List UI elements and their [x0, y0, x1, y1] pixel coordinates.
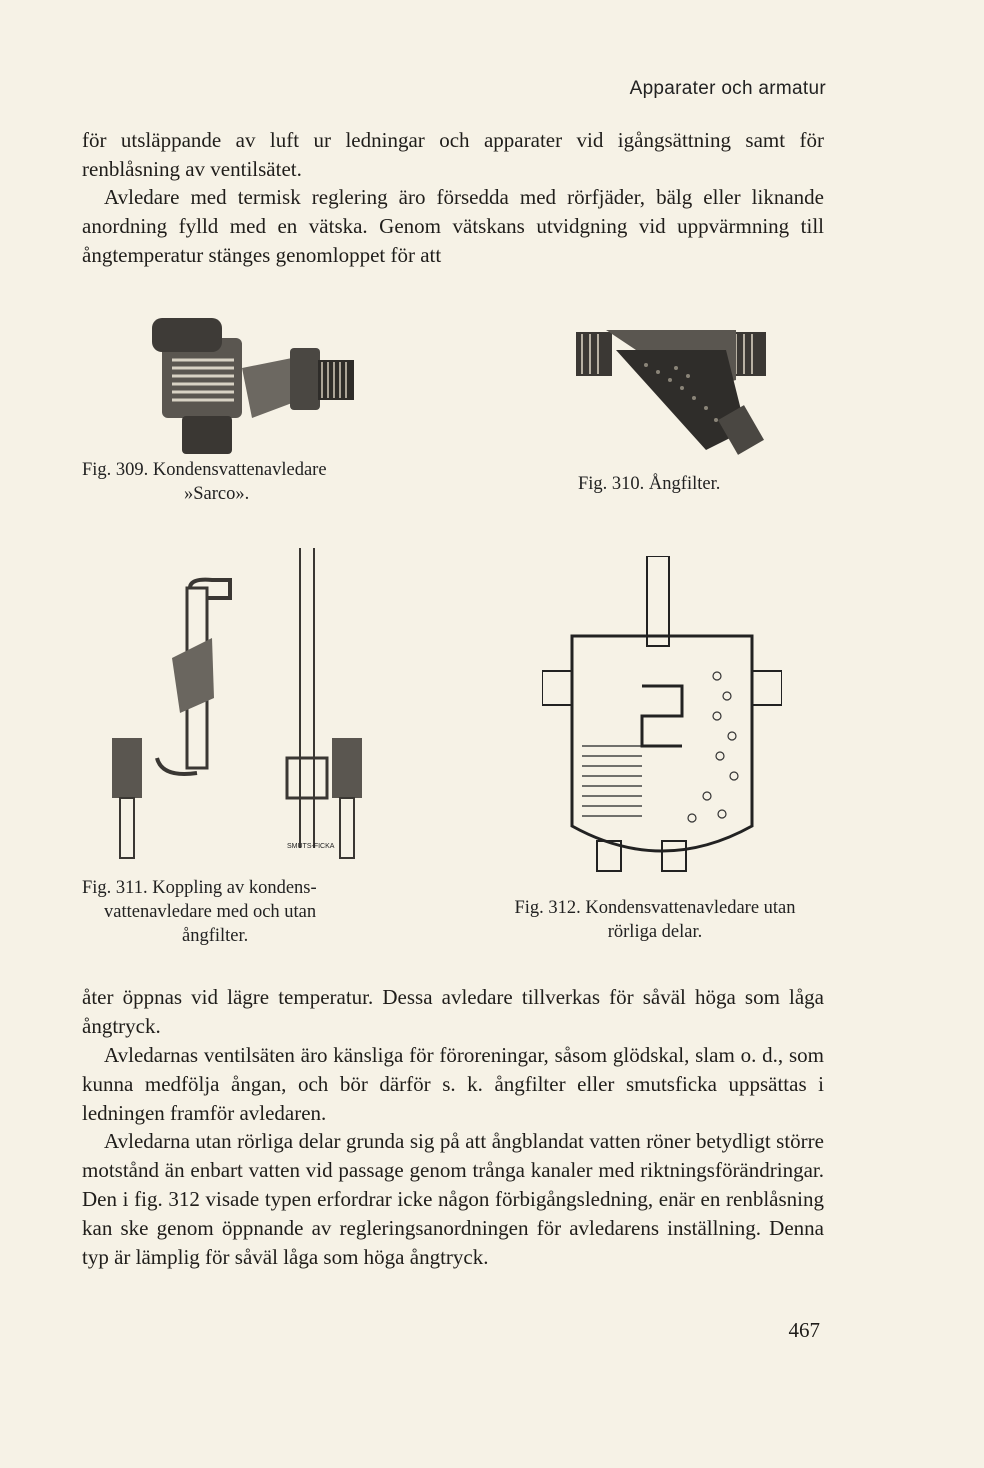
paragraph-2: Avledare med termisk reglering äro försedda med rörfjäder, bälg eller liknande anordning fylld med en vätska. Genom vätskans utvidgning vid uppvärmning till ångtemperatur stänges genomloppet för att	[82, 185, 824, 267]
figure-311-caption	[82, 876, 412, 948]
trap-coupling-illustration	[102, 548, 382, 868]
figure-311	[82, 548, 412, 948]
paragraph-4: Avledarnas ventilsäten äro känsliga för föroreningar, såsom glödskal, slam o. d., som kunna medfölja ångan, och bör därför s. k. ångfilter eller smutsficka uppsättas i ledningen framför avledaren.	[82, 1043, 824, 1125]
figure-312	[480, 556, 830, 946]
figure-309	[82, 300, 412, 510]
paragraph-5: Avledarna utan rörliga delar grunda sig på att ångblandat vatten röner betydligt större motstånd än enbart vatten vid passage genom trånga kanaler med riktningsförändringar. Den i fig. 312 visade typen erfordrar icke någon förbigångsledning, enär en renblåsning kan ske genom öppnande av regleringsanordningen för avledarens inställning. Denna typ är lämplig för såväl låga som höga ångtryck.	[82, 1129, 824, 1269]
paragraph-3: åter öppnas vid lägre temperatur. Dessa avledare tillverkas för såväl höga som låga ångtryck.	[82, 985, 824, 1038]
figure-312-caption	[480, 896, 830, 944]
figure-310	[560, 300, 800, 500]
figure-311-caption-line1: Fig. 311. Koppling av kondens-	[82, 878, 317, 898]
figure-309-caption-line1: Fig. 309. Kondensvattenavledare	[82, 460, 327, 480]
figure-312-caption-line1: Fig. 312. Kondensvattenavledare utan	[514, 898, 796, 918]
page-number: 467	[788, 1318, 820, 1342]
steam-trap-illustration	[142, 308, 362, 458]
figure-311-caption-line3: ångfilter.	[182, 926, 249, 946]
figure-310-caption: Fig. 310. Ångfilter.	[578, 474, 721, 494]
figure-309-caption	[82, 458, 327, 506]
trap-cross-section-illustration	[542, 556, 782, 886]
running-head: Apparater och armatur	[629, 78, 826, 99]
steam-filter-illustration	[576, 310, 766, 460]
figure-311-label: SMUTS-FICKA	[287, 843, 335, 850]
figure-312-caption-line2: rörliga delar.	[607, 922, 703, 942]
figure-309-caption-line2: »Sarco».	[184, 484, 250, 504]
figure-311-caption-line2: vattenavledare med och utan	[104, 902, 317, 922]
paragraph-1: för utsläppande av luft ur ledningar och apparater vid igångsättning samt för renblåsning av ventilsätet.	[82, 128, 824, 181]
